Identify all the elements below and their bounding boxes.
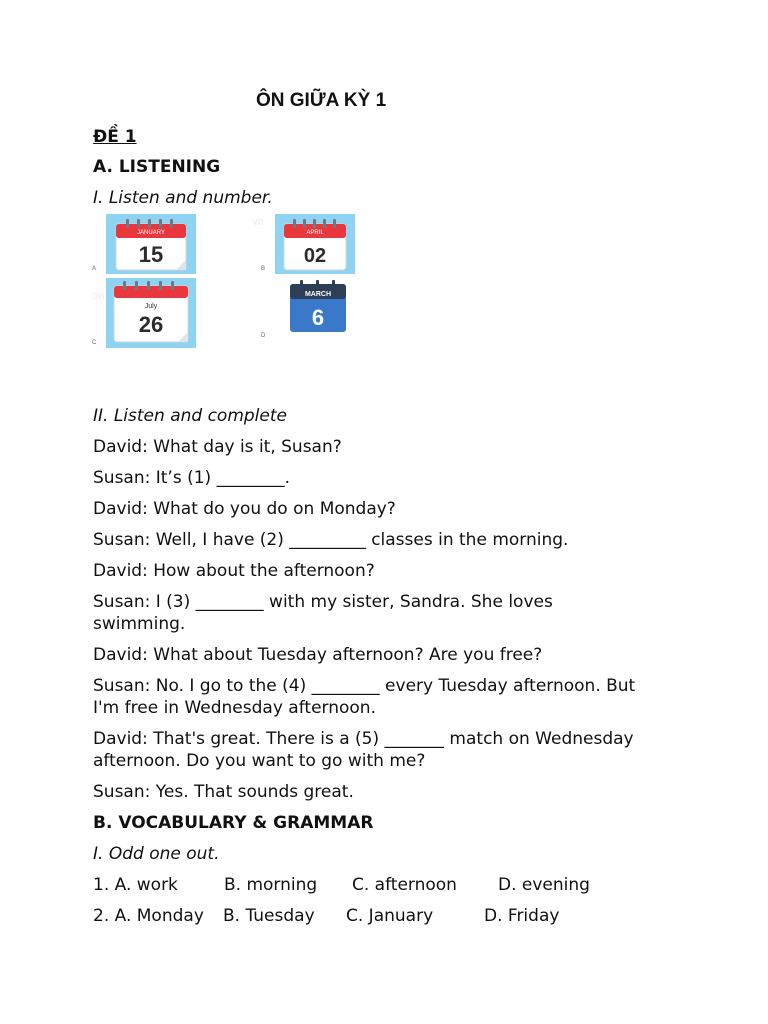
calendar-july-26 bbox=[106, 278, 196, 348]
calendar-letter: A bbox=[92, 266, 97, 272]
calendar-month: July bbox=[144, 303, 158, 310]
calendar-january-15 bbox=[106, 214, 196, 274]
option-a: 2. A. Monday bbox=[93, 906, 204, 926]
dialogue-line: David: What day is it, Susan? bbox=[93, 437, 342, 457]
calendar-letter: D bbox=[261, 333, 266, 339]
option-c: C. January bbox=[346, 906, 434, 926]
dialogue-line: Susan: Yes. That sounds great. bbox=[93, 782, 354, 802]
calendar-month: MARCH bbox=[304, 291, 332, 298]
part1-title: I. Listen and number. bbox=[93, 188, 273, 208]
dialogue-line: afternoon. Do you want to go with me? bbox=[93, 751, 426, 771]
dialogue-line: swimming. bbox=[93, 614, 186, 634]
calendar-images: vn on JANUARY 15 A APRIL 02 B July 26 C MARCH 6 D bbox=[92, 212, 392, 352]
option-d: D. Friday bbox=[484, 906, 560, 926]
exam-label: ĐỀ 1 bbox=[93, 127, 137, 147]
part2-title: II. Listen and complete bbox=[93, 406, 287, 426]
calendar-letter: C bbox=[92, 340, 97, 346]
page-title: ÔN GIỮA KỲ 1 bbox=[256, 90, 387, 111]
dialogue-line: David: What about Tuesday afternoon? Are you free? bbox=[93, 645, 543, 665]
dialogue-line: Susan: No. I go to the (4) ________ every Tuesday afternoon. But bbox=[93, 676, 636, 696]
dialogue-line: David: How about the afternoon? bbox=[93, 561, 375, 581]
option-b: B. morning bbox=[224, 875, 318, 895]
dialogue-line: Susan: I (3) ________ with my sister, Sandra. She loves bbox=[93, 592, 553, 612]
dialogue-line: David: What do you do on Monday? bbox=[93, 499, 396, 519]
option-b: B. Tuesday bbox=[223, 906, 315, 926]
calendar-month: APRIL bbox=[306, 230, 324, 236]
calendar-april-02 bbox=[275, 214, 355, 274]
calendar-day: 26 bbox=[138, 312, 164, 337]
calendar-day: 6 bbox=[311, 305, 325, 330]
dialogue-line: David: That's great. There is a (5) _______ match on Wednesday bbox=[93, 729, 634, 749]
calendar-day: 02 bbox=[303, 245, 327, 267]
section-a-heading: A. LISTENING bbox=[93, 157, 221, 177]
option-a: 1. A. work bbox=[93, 875, 178, 895]
dialogue-line: Susan: Well, I have (2) _________ classes in the morning. bbox=[93, 530, 569, 550]
option-c: C. afternoon bbox=[352, 875, 457, 895]
calendar-day: 15 bbox=[138, 242, 164, 267]
calendar-march-6 bbox=[288, 280, 348, 334]
option-d: D. evening bbox=[498, 875, 590, 895]
calendar-month: JANUARY bbox=[137, 230, 165, 236]
section-b-heading: B. VOCABULARY & GRAMMAR bbox=[93, 813, 374, 833]
odd-one-out-title: I. Odd one out. bbox=[93, 844, 220, 864]
calendar-letter: B bbox=[261, 266, 266, 272]
dialogue-line: Susan: It’s (1) ________. bbox=[93, 468, 290, 488]
dialogue-line: I'm free in Wednesday afternoon. bbox=[93, 698, 376, 718]
